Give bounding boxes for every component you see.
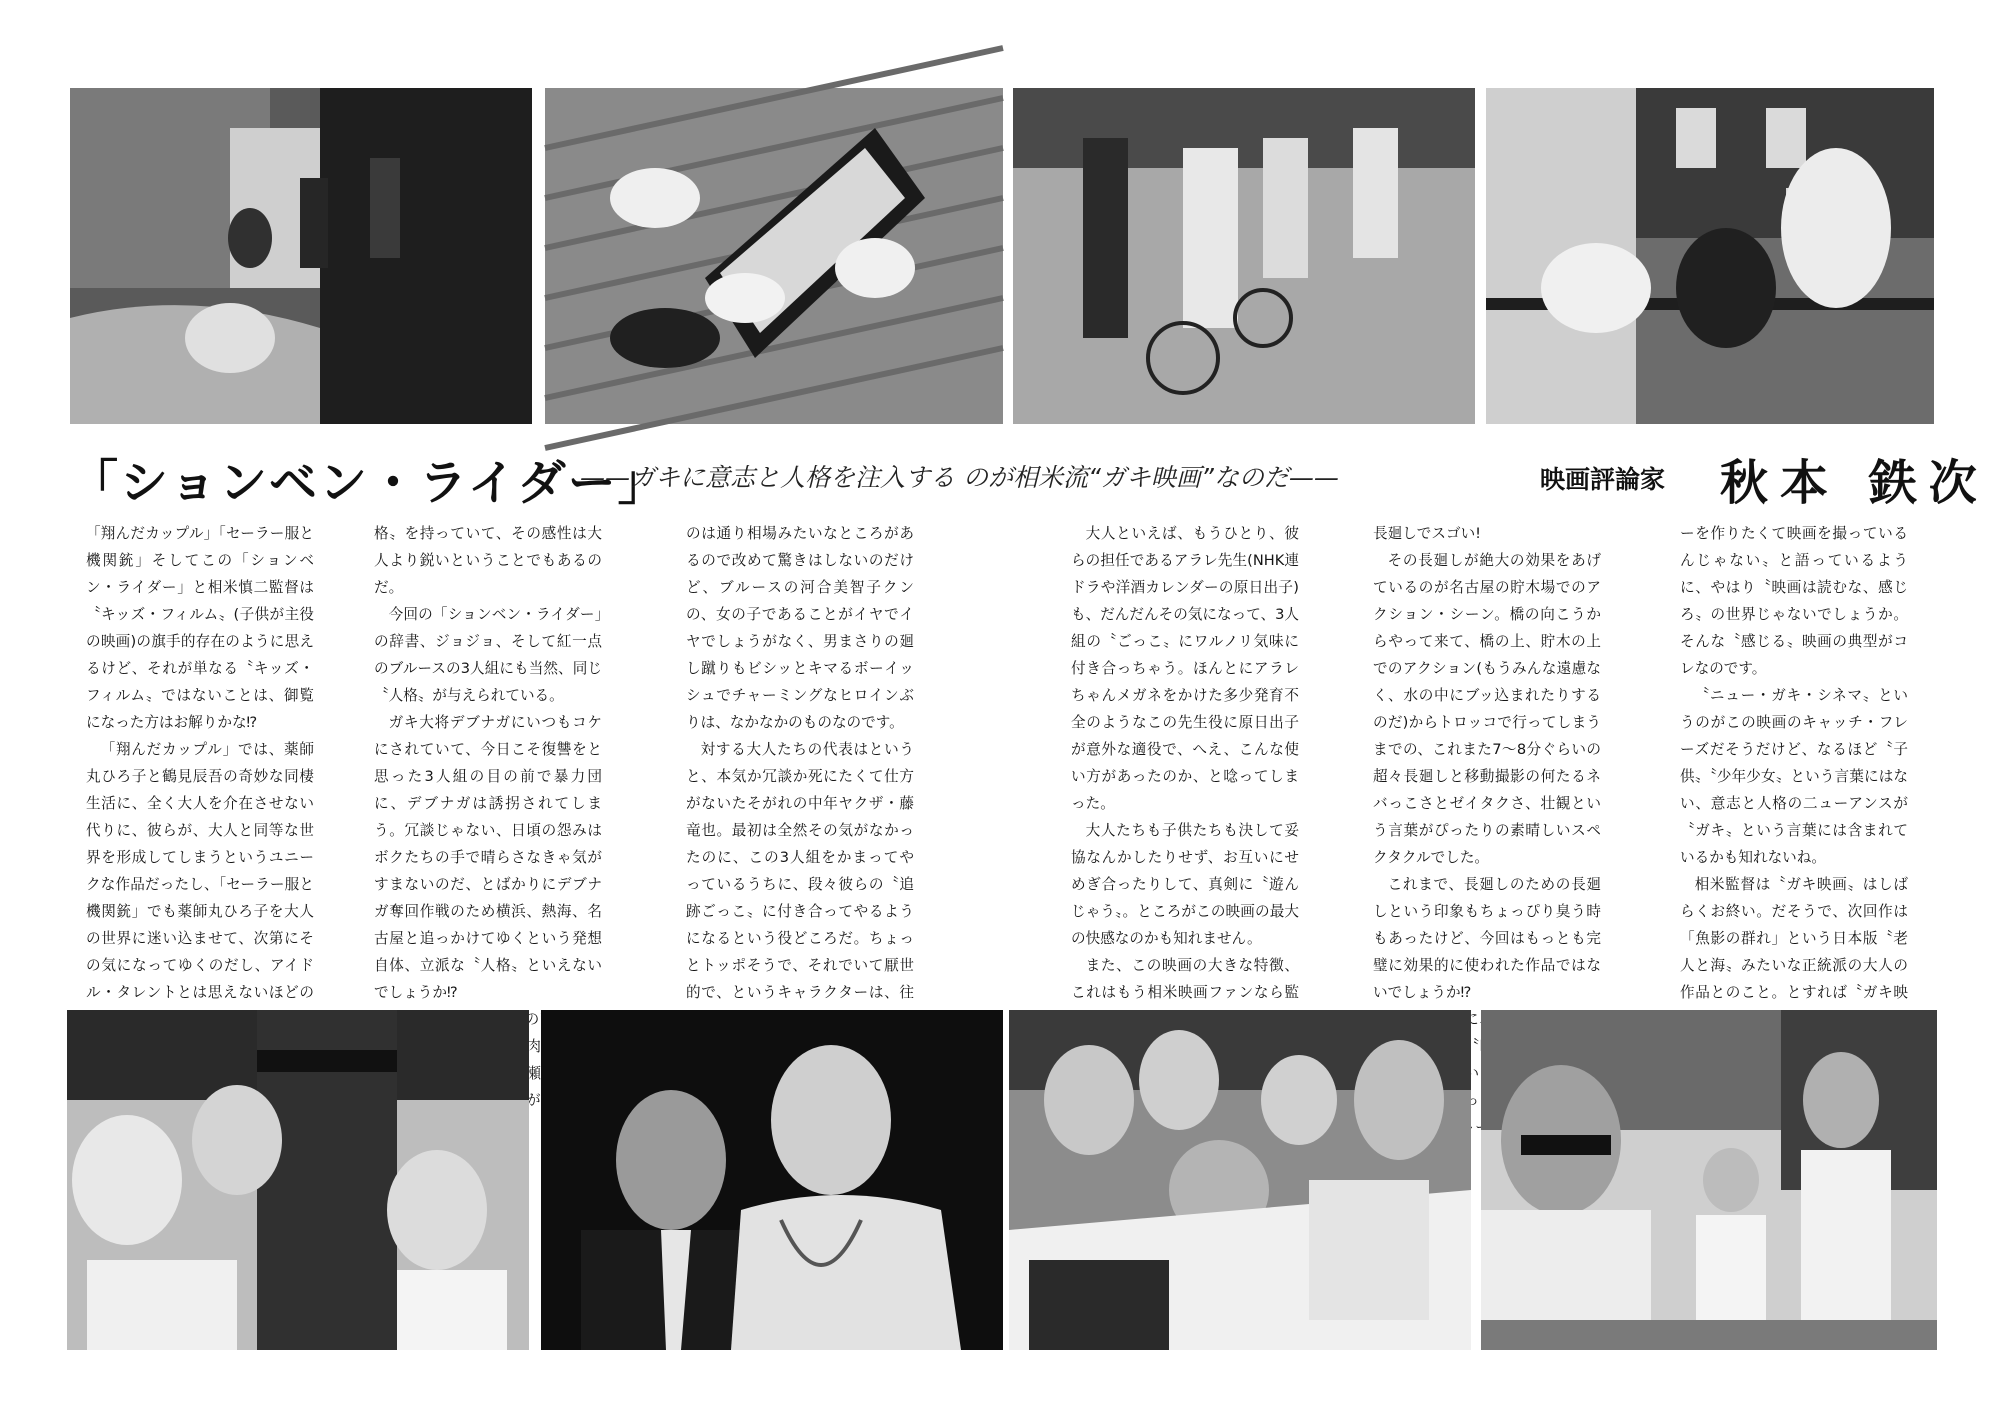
paragraph: その長廻しが絶大の効果をあげているのが名古屋の貯木場でのアクション・シーン。橋の向こうからやって来て、橋の上、貯木の上でのアクション(もうみんな遠慮なく、水の中にブッ込まれたりするのだ)からトロッコで行ってしまうまでの、これまた7〜8分ぐらいの超々長廻しと移動撮影の何たるネバっこさとゼイタクさ、壮観という言葉がぴったりの素晴しいスペクタクルでした。 bbox=[1373, 552, 1601, 866]
photo-fight-scene bbox=[70, 88, 532, 424]
text-column-3 bbox=[686, 520, 914, 1001]
paragraph: ーを作りたくて映画を撮っているんじゃない〟と語っているように、やはり〝映画は読むな、感じろ〟の世界じゃないでしょうか。そんな〝感じる〟映画の典型がコレなのです。 bbox=[1680, 525, 1908, 677]
paragraph: また、この映画の大きな特徴、これはもう相米映画ファンなら監 bbox=[1071, 957, 1299, 1001]
photo-policeman-kids bbox=[67, 1010, 529, 1350]
text-column-2 bbox=[374, 520, 602, 1001]
photo-group-with-man bbox=[1009, 1010, 1471, 1350]
photo-roof-window bbox=[545, 88, 1003, 424]
paragraph: のは通り相場みたいなところがあるので改めて驚きはしないのだけど、ブルースの河合美智子クンの、女の子であることがイヤでイヤでしょうがなく、男まさりの廻し蹴りもビシッとキマるボーイッシュでチャーミングなヒロインぶりは、なかなかのものなのです。 bbox=[686, 525, 914, 731]
article-headline bbox=[70, 444, 1989, 511]
text-column-1 bbox=[86, 520, 314, 1001]
author-role: 映画評論家 bbox=[1540, 465, 1666, 494]
paragraph: 相米監督は〝ガキ映画〟はしばらくお終い。だそうで、次回作は「魚影の群れ」という日本版〝老人と海〟みたいな正統派の大人の作品とのこと。とすれば〝ガキ映 bbox=[1680, 876, 1908, 1001]
text-column-6 bbox=[1680, 520, 1908, 1001]
paragraph: 対する大人たちの代表はというと、本気か冗談か死にたくて仕方がないたそがれの中年ヤクザ・藤竜也。最初は全然その気がなかったのに、この3人組をかまってやっているうちに、段々彼らの〝追跡ごっこ〟に付き合ってやるようになるという役どころだ。ちょっとトッポそうで、それでいて厭世的で、というキャラクターは、往 bbox=[686, 741, 914, 1001]
paragraph: 今回の「ションベン・ライダー」の辞書、ジョジョ、そして紅一点のブルースの3人組にも当然、同じ〝人格〟が与えられている。 bbox=[374, 606, 602, 704]
photo-boys-by-posters bbox=[1486, 88, 1934, 424]
article-subtitle: ——ガキに意志と人格を注入する のが相米流“ガキ映画”なのだ—— bbox=[580, 463, 1339, 492]
paragraph: 〝ニュー・ガキ・シネマ〟というのがこの映画のキャッチ・フレーズだそうだけど、なるほど〝子供〟〝少年少女〟という言葉にはない、意志と人格の二ューアンスが〝ガキ〟という言葉には含まれているかも知れないね。 bbox=[1680, 687, 1908, 866]
article-title: 「ションベン・ライダー」 bbox=[70, 455, 668, 511]
paragraph: 大人たちも子供たちも決して妥協なんかしたりせず、お互いにせめぎ合ったりして、真剣に〝遊んじゃう〟。ところがこの映画の最大の快感なのかも知れません。 bbox=[1071, 822, 1299, 947]
paragraph: ガキ大将デブナガにいつもコケにされていて、今日こそ復讐をと思った3人組の目の前で暴力団に、デブナガは誘拐されてしまう。冗談じゃない、日頃の怨みはボクたちの手で晴らさなきゃ気がすまないのだ、とばかりにデブナガ奪回作戦のため横浜、熱海、名古屋と追っかけてゆくという発想自体、立派な〝人格〟といえないでしょうか⁉ bbox=[374, 714, 602, 1001]
text-column-5 bbox=[1373, 520, 1601, 1001]
paragraph: 大人といえば、もうひとり、彼らの担任であるアラレ先生(NHK連ドラや洋酒カレンダーの原日出子)も、だんだんその気になって、3人組の〝ごっこ〟にワルノリ気味に付き合っちゃう。ほんとにアラレちゃんメガネをかけた多少発育不全のようなこの先生役に原日出子が意外な適役で、へえ、こんな使い方があったのか、と唸ってしまった。 bbox=[1071, 525, 1299, 812]
text-column-4 bbox=[1071, 520, 1299, 1001]
photo-man-sunglasses bbox=[1481, 1010, 1937, 1350]
paragraph: 長廻しでスゴい! bbox=[1373, 525, 1482, 542]
photo-schoolyard-bicycle bbox=[1013, 88, 1475, 424]
paragraph: これまで、長廻しのための長廻しという印象もちょっぴり臭う時もあったけど、今回はもっとも完璧に効果的に使われた作品ではないでしょうか⁉ bbox=[1373, 876, 1601, 1001]
paragraph: 格〟を持っていて、その感性は大人より鋭いということでもあるのだ。 bbox=[374, 525, 602, 596]
paragraph: 「翔んだカップル」では、薬師丸ひろ子と鶴見辰吾の奇妙な同棲生活に、全く大人を介在させない代りに、彼らが、大人と同等な世界を形成してしまうというユニークな作品だったし、「セーラー服と機関銃」でも薬師丸ひろ子を大人の世界に迷い込ませて、次第にその気になってゆくのだし、アイドル・タレントとは思えないほどの bbox=[86, 741, 314, 1001]
paragraph: 「翔んだカップル」「セーラー服と機関銃」そしてこの「ションベン・ライダー」と相米慎二監督は〝キッズ・フィルム〟(子供が主役の映画)の旗手的存在のように思えるけど、それが単なる〝キッズ・フィルム〟ではないことは、御覧になった方はお解りかな⁉ bbox=[86, 525, 314, 731]
photo-yakuza-masked-figure bbox=[541, 1010, 1003, 1350]
author-name: 秋本 鉄次 bbox=[1720, 455, 1989, 511]
